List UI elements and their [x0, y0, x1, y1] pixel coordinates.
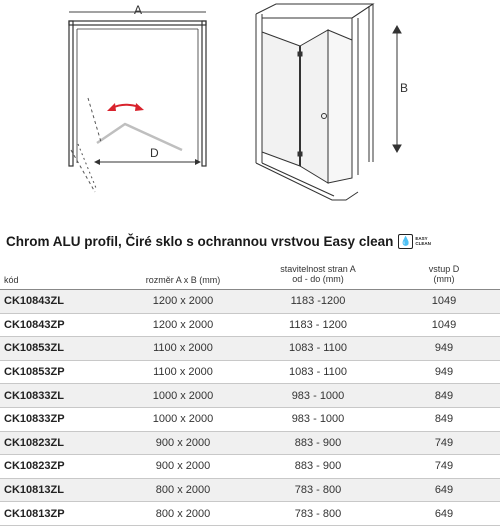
cell-adjust: 783 - 800 [248, 502, 388, 526]
cell-entry: 949 [388, 337, 500, 361]
cell-code: CK10843ZP [0, 313, 118, 337]
cell-code: CK10823ZL [0, 431, 118, 455]
product-title [6, 232, 500, 250]
spec-table [0, 258, 500, 526]
cell-adjust: 1083 - 1100 [248, 337, 388, 361]
cell-code: CK10833ZP [0, 407, 118, 431]
table-row [0, 360, 500, 384]
cell-adjust: 783 - 800 [248, 478, 388, 502]
header-code: kód [0, 258, 118, 290]
header-adjust [248, 258, 388, 290]
header-adjust-line2: od - do (mm) [292, 273, 344, 284]
plan-view [69, 3, 206, 192]
cell-code: CK10843ZL [0, 290, 118, 314]
cell-code: CK10853ZP [0, 360, 118, 384]
label-a: A [134, 3, 143, 17]
cell-entry: 949 [388, 360, 500, 384]
cell-adjust: 883 - 900 [248, 455, 388, 479]
header-size: rozměr A x B (mm) [118, 258, 248, 290]
cell-size: 1200 x 2000 [118, 313, 248, 337]
cell-size: 1100 x 2000 [118, 360, 248, 384]
table-row [0, 313, 500, 337]
easy-clean-badge [398, 234, 431, 249]
cell-entry: 749 [388, 455, 500, 479]
label-b: B [400, 81, 409, 95]
cell-code: CK10823ZP [0, 455, 118, 479]
table-header-row [0, 258, 500, 290]
cell-entry: 849 [388, 407, 500, 431]
cell-adjust: 983 - 1000 [248, 407, 388, 431]
cell-entry: 749 [388, 431, 500, 455]
cell-size: 800 x 2000 [118, 502, 248, 526]
cell-code: CK10813ZL [0, 478, 118, 502]
table-row [0, 407, 500, 431]
cell-entry: 1049 [388, 290, 500, 314]
cell-adjust: 1183 -1200 [248, 290, 388, 314]
cell-size: 1000 x 2000 [118, 384, 248, 408]
badge-line1: EASY [415, 236, 428, 241]
cell-entry: 649 [388, 502, 500, 526]
table-row [0, 502, 500, 526]
perspective-view [256, 4, 401, 200]
cell-entry: 649 [388, 478, 500, 502]
cell-adjust: 983 - 1000 [248, 384, 388, 408]
cell-adjust: 1183 - 1200 [248, 313, 388, 337]
title-text: Chrom ALU profil, Čiré sklo s ochrannou vrstvou Easy clean [6, 233, 394, 249]
cell-size: 900 x 2000 [118, 455, 248, 479]
header-entry-line1: vstup D [428, 263, 460, 274]
diagram-figures [0, 0, 500, 210]
cell-adjust: 1083 - 1100 [248, 360, 388, 384]
header-entry [388, 258, 500, 290]
table-row [0, 337, 500, 361]
cell-code: CK10813ZP [0, 502, 118, 526]
cell-size: 900 x 2000 [118, 431, 248, 455]
cell-code: CK10853ZL [0, 337, 118, 361]
cell-size: 1100 x 2000 [118, 337, 248, 361]
cell-size: 1000 x 2000 [118, 407, 248, 431]
cell-code: CK10833ZL [0, 384, 118, 408]
table-row [0, 478, 500, 502]
cell-entry: 1049 [388, 313, 500, 337]
badge-line2: CLEAN [415, 241, 431, 246]
table-row [0, 384, 500, 408]
header-adjust-line1: stavitelnost stran A [280, 263, 356, 274]
water-drop-icon: 💧 [398, 234, 413, 249]
table-row [0, 455, 500, 479]
table-row [0, 290, 500, 314]
cell-adjust: 883 - 900 [248, 431, 388, 455]
cell-size: 1200 x 2000 [118, 290, 248, 314]
cell-entry: 849 [388, 384, 500, 408]
cell-size: 800 x 2000 [118, 478, 248, 502]
header-entry-line2: (mm) [433, 273, 455, 284]
table-row [0, 431, 500, 455]
label-d: D [150, 146, 159, 160]
